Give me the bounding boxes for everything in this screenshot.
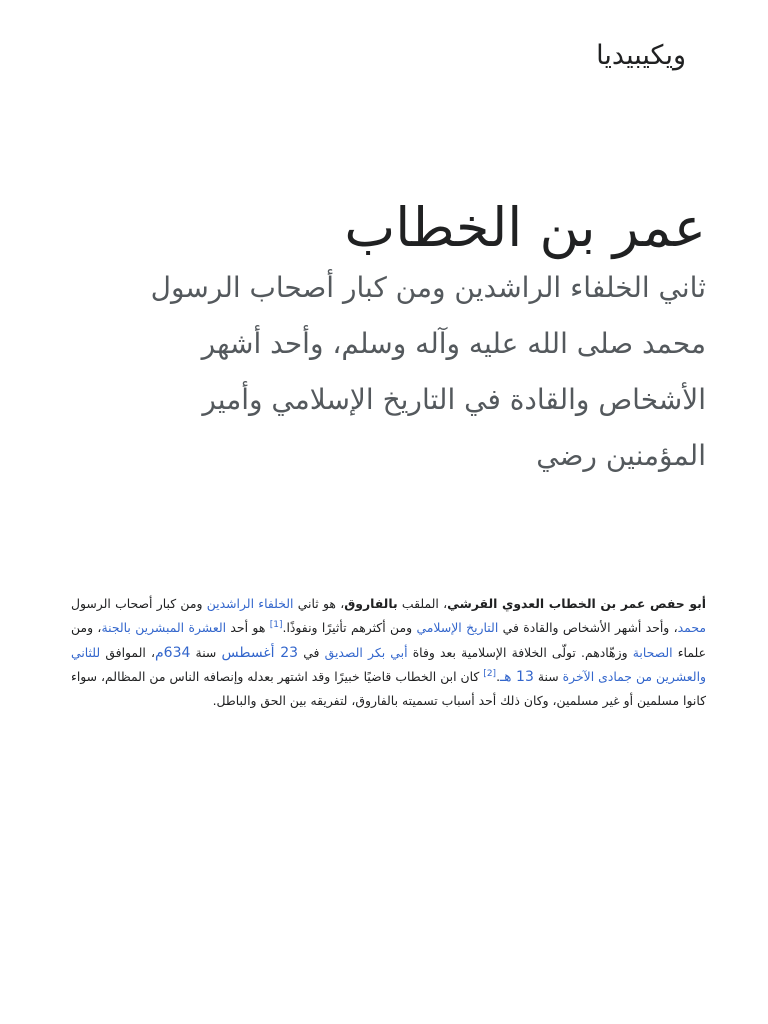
link-13-ah[interactable]: 13 هـ xyxy=(500,668,534,685)
extract-text: ، الموافق xyxy=(100,644,155,660)
extract-text: في xyxy=(298,644,325,660)
page-title: عمر بن الخطاب xyxy=(344,196,706,259)
extract-text: ، وأحد أشهر الأشخاص والقادة في xyxy=(498,620,678,636)
extract-text: ، الملقب xyxy=(397,596,448,611)
extract-text: كان ابن الخطاب قاضيًا خبيرًا وقد اشتهر بعدله وإنصافه الناس من المظالم، سواء كانوا مسلمين أو غير مسلمين، وكان ذلك أحد أسباب تسميته بالفاروق، لتفريقه بين الحق والباطل. xyxy=(71,668,706,709)
subject-full-name: أبو حفص عمر بن الخطاب العدوي القرشي xyxy=(447,596,706,611)
extract-text: ومن كبار أصحاب الرسول xyxy=(71,596,207,611)
extract-text: . xyxy=(496,668,501,684)
extract-text: سنة xyxy=(190,644,222,660)
citation-2[interactable]: [2] xyxy=(483,668,497,679)
link-ten-promised-paradise[interactable]: العشرة المبشرين بالجنة xyxy=(101,620,227,636)
extract-text: ، هو ثاني xyxy=(293,596,345,611)
page-description: ثاني الخلفاء الراشدين ومن كبار أصحاب الرسول محمد صلى الله عليه وآله وسلم، وأحد أشهر الأشخاص والقادة في التاريخ الإسلامي وأمير المؤمنين رضي xyxy=(150,271,706,472)
link-muhammad[interactable]: محمد xyxy=(677,620,706,636)
link-rashidun-caliphs[interactable]: الخلفاء الراشدين xyxy=(206,596,294,611)
link-634-ad[interactable]: 634م xyxy=(154,644,191,661)
link-23-august[interactable]: 23 أغسطس xyxy=(221,644,299,661)
subject-epithet: بالفاروق xyxy=(344,596,398,611)
link-companions[interactable]: الصحابة xyxy=(632,644,673,660)
article-extract xyxy=(71,592,706,713)
extract-text: هو أحد xyxy=(226,620,270,636)
link-abu-bakr[interactable]: أبي بكر الصديق xyxy=(324,644,408,660)
citation-1[interactable]: [1] xyxy=(269,620,283,631)
extract-text: سنة xyxy=(533,668,563,684)
link-22-jumada-al-akhirah[interactable]: للثاني والعشرين من جمادى الآخرة xyxy=(71,644,706,684)
link-islamic-history[interactable]: التاريخ الإسلامي xyxy=(416,620,499,636)
extract-text: وزهّادهم. تولّى الخلافة الإسلامية بعد وفاة xyxy=(407,644,633,660)
extract-text: ، ومن علماء xyxy=(71,620,706,660)
site-wordmark[interactable]: ويكيبيديا xyxy=(596,40,686,71)
extract-text: ومن أكثرهم تأثيرًا ونفوذًا. xyxy=(282,620,417,636)
